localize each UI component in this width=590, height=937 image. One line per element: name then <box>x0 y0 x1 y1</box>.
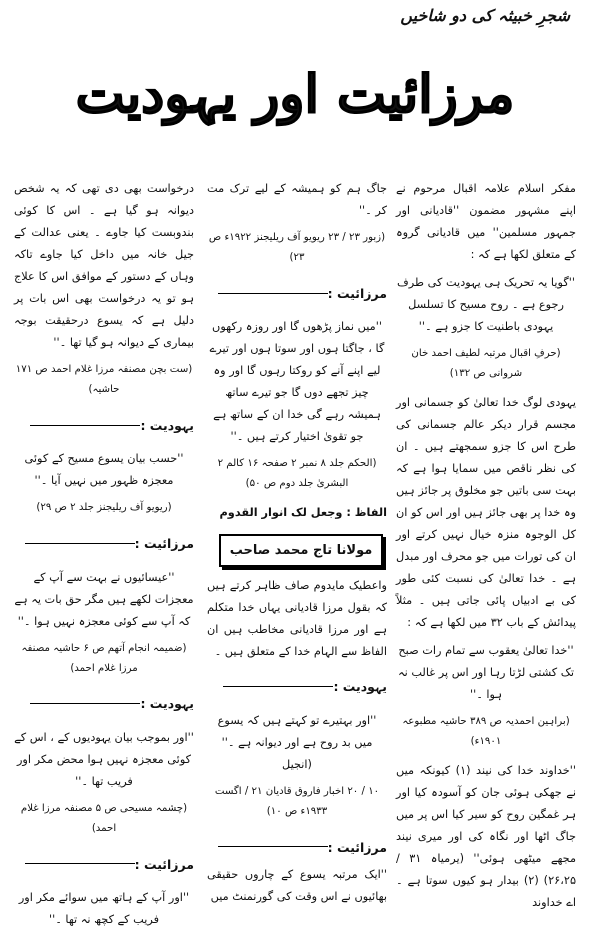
citation: ۱۰ / ۲۰ اخبار فاروق قادیان ۲۱ / اگست ۱۹۳۳ء ص ۱۰) <box>214 785 380 817</box>
section-heading <box>207 276 387 310</box>
paragraph: یہودی لوگ خدا تعالیٰ کو جسمانی اور مجسم قرار دیکر عالم جسمانی کی طرح اس کا جزو سمجھتے ہیں ۔ ان کی نظر ناقص میں سمایا ہوا ہے کہ بہت سی باتیں جو مخلوق پر جائز ہیں وہ خدا پر بھی جائز ہیں اور اس کو ان کل الوجوہ منزہ خیال نہیں کرتے اور ان کی تورات میں جو محرف اور مبدل ہے ۔ خدا تعالیٰ کی نسبت کئی طور کی بے ادبیاں پائی جاتی ہیں ۔ مثلاً پیدائش کے باب ۳۲ میں لکھا ہے کہ : <box>396 395 576 630</box>
paragraph: درخواست بھی دی تھی کہ یہ شخص دیوانہ ہو گیا ہے ۔ اس کا کوئی بندوبست کیا جاوے ۔ یعنی عدالت کے جیل خانہ میں داخل کیا جاوے تاکہ وہاں کے دستور کے موافق اس کا علاج ہو تو یہ درخواست بھی اس بات پر دلیل ہے کہ یسوع درحقیقت بوجہ بیماری کے دیوانہ ہو گیا تھا ۔'' <box>14 182 194 350</box>
heading-rule <box>25 543 135 544</box>
header-label: شجرِ خبیثہ کی دو شاخیں <box>400 6 570 25</box>
column-middle <box>207 178 387 914</box>
section-heading <box>207 830 387 864</box>
section-heading <box>14 526 194 560</box>
citation: (براہین احمدیہ ص ۳۸۹ حاشیہ مطبوعہ ۱۹۰۱ء) <box>402 716 570 747</box>
citation: (ضمیمہ انجام آتھم ص ۶ حاشیہ مصنفہ مرزا غلام احمد) <box>21 642 187 674</box>
section-heading-text: یہودیت : <box>140 417 194 433</box>
author-box: مولانا تاج محمد صاحب <box>219 534 383 567</box>
section-heading <box>207 669 387 703</box>
quote: ''گویا یہ تحریک ہی یہودیت کی طرف رجوع ہے ۔ روح مسیح کا تسلسل یہودی باطنیت کا جزو ہے ۔'' <box>397 276 575 334</box>
citation: (زبور ۲۳ / ۲۳ ریویو آف ریلیجنز ۱۹۲۲ء ص ۲۳) <box>208 232 386 263</box>
citation: (ست بچن مصنفہ مرزا غلام احمد ص ۱۷۱ حاشیہ) <box>15 364 193 396</box>
heading-rule <box>218 846 328 847</box>
quote: ''اور بہتیرے تو کہتے ہیں کہ یسوع میں بد روح ہے اور دیوانہ ہے ۔'' (انجیل <box>217 713 377 771</box>
section-heading-text: مرزائیت : <box>327 839 387 855</box>
paragraph: جاگ ہم کو ہمیشہ کے لیے ترک مت کر ۔'' <box>207 182 387 218</box>
section-heading-text: مرزائیت : <box>134 856 194 872</box>
paragraph: ''خداوند خدا کی نیند (۱) کیونکہ میں نے جھکی ہوئی جان کو آسودہ کیا اور ہر غمگین روح کو سیر کیا اس پر میں جاگ اٹھا اور نگاہ کی اور میری نیند مجھے میٹھی ہوئی'' (یرمیاہ ۳۱ / ۲۶،۲۵) (۲) بیدار ہو کیوں سوتا ہے ۔ اے خداوند <box>396 763 577 909</box>
section-heading-text: مرزائیت : <box>327 285 387 301</box>
paragraph: ''ایک مرتبہ یسوع کے چاروں حقیقی بھائیوں نے اس وقت کی گورنمنٹ میں <box>207 868 387 904</box>
citation: (ریویو آف ریلیجنز جلد ۲ ص ۲۹) <box>36 502 172 514</box>
section-heading-text: مرزائیت : <box>134 536 194 552</box>
section-heading <box>14 408 194 442</box>
heading-rule <box>25 863 135 864</box>
heading-rule <box>223 686 333 687</box>
heading-rule <box>30 703 140 704</box>
paragraph: مفکر اسلام علامہ اقبال مرحوم نے اپنے مشہور مضمون ''قادیانی اور جمہور مسلمین'' میں قادیانی گروہ کے متعلق لکھا ہے کہ : <box>396 182 576 262</box>
column-right <box>396 178 576 920</box>
section-heading-text: یہودیت : <box>333 679 387 695</box>
citation: (الحکم جلد ۸ نمبر ۲ صفحہ ۱۶ کالم ۲ البشریٰ جلد دوم ص ۵۰) <box>217 458 377 490</box>
heading-rule <box>218 293 328 294</box>
main-title: مرزائیت اور یہودیت <box>75 64 515 125</box>
quote: ''اور آپ کے ہاتھ میں سوائے مکر اور فریب کے کچھ نہ تھا ۔'' <box>18 890 190 926</box>
quote: ''میں نماز پڑھوں گا اور روزہ رکھوں گا ، جاگتا ہوں اور سوتا ہوں اور تیرے لیے اپنے آنے کو روکتا رہوں گا اور وہ چیز تجھے دوں گا جو تیرے ساتھ ہمیشہ رہے گی خدا ان کے ساتھ ہے جو تقویٰ اختیار کرتے ہیں ۔'' <box>209 320 385 444</box>
citation: (حرفِ اقبال مرتبہ لطیف احمد خان شروانی ص ۱۳۲) <box>411 348 561 379</box>
quote: ''عیسائیوں نے بہت سے آپ کے معجزات لکھے ہیں مگر حق بات یہ ہے کہ آپ سے کوئی معجزہ نہیں ہوا ۔'' <box>14 570 194 628</box>
section-heading-text: یہودیت : <box>140 696 194 712</box>
paragraph: الفاظ : وجعل لک انوار القدوم <box>219 506 387 520</box>
quote: ''حسب بیان یسوع مسیح کے کوئی معجزہ ظہور میں نہیں آیا ۔'' <box>24 452 184 488</box>
section-heading <box>14 686 194 720</box>
paragraph: واعطیک مایدوم صاف ظاہر کرتے ہیں کہ بقول مرزا قادیانی یہاں خدا متکلم ہے اور مرزا قادیانی مخاطب ہیں ان الفاظ سے الہام خدا کے متعلق ہیں ۔ <box>207 579 387 659</box>
quote: ''اور بموجب بیان یہودیوں کے ، اس کے کوئی معجزہ نہیں ہوا محض مکر اور فریب تھا ۔'' <box>14 730 194 788</box>
quote: ''خدا تعالیٰ یعقوب سے تمام رات صبح تک کشتی لڑتا رہا اور اس پر غالب نہ ہوا ۔'' <box>397 644 575 702</box>
heading-rule <box>30 425 140 426</box>
column-left <box>14 178 194 937</box>
section-heading <box>14 847 194 881</box>
citation: (چشمہ مسیحی ص ۵ مصنفہ مرزا غلام احمد) <box>20 802 188 834</box>
